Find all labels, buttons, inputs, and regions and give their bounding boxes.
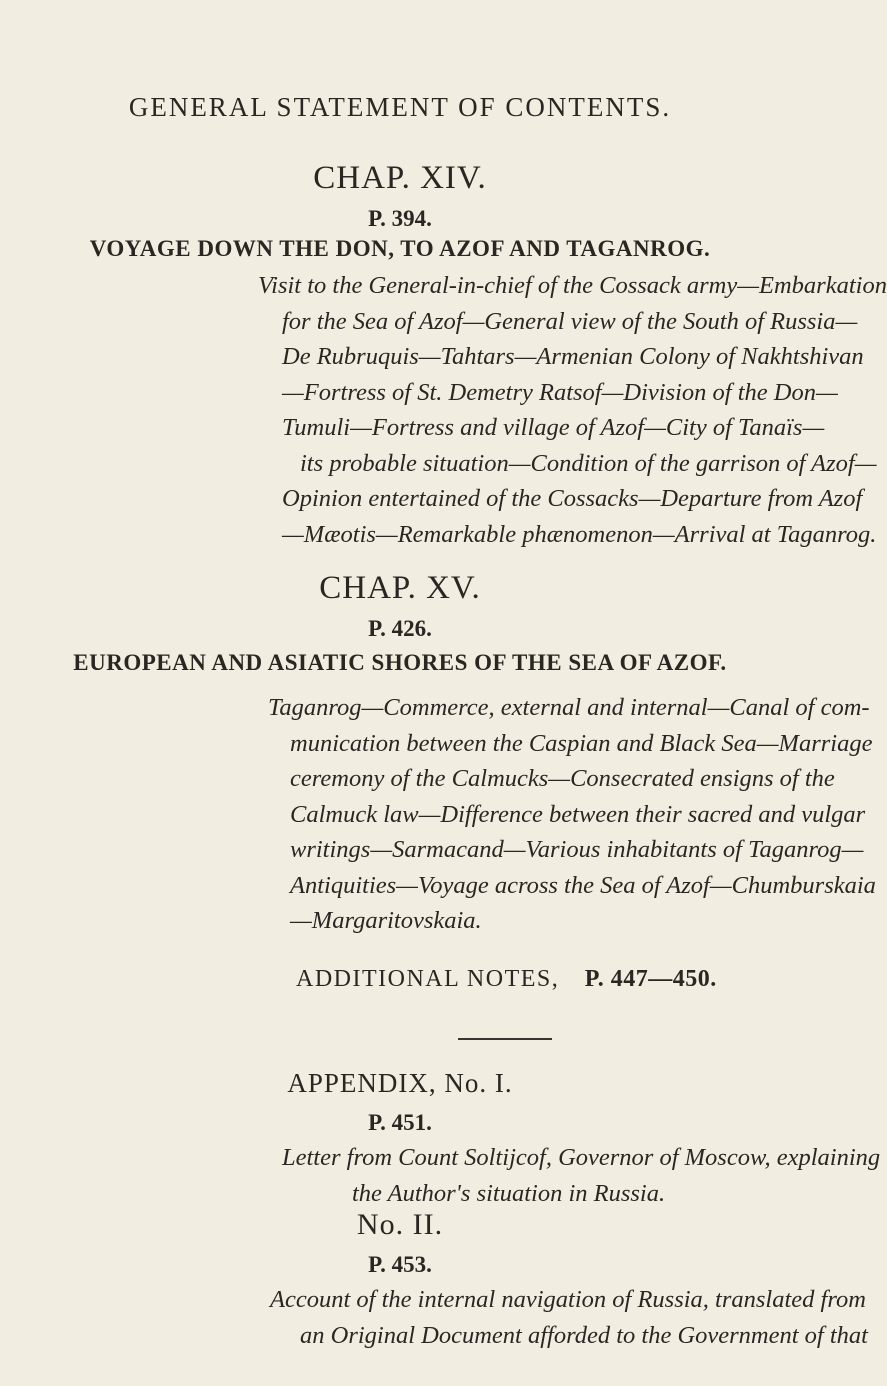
appendix2-heading: No. II.: [356, 1208, 444, 1241]
appendix2-page: P. 453.: [368, 1252, 432, 1277]
appendix1-line: Letter from Count Soltijcof, Governor of Moscow, explaining: [282, 1144, 881, 1171]
additional-notes: [296, 966, 717, 993]
chap15-line: Taganrog—Commerce, external and internal—Canal of com-: [268, 694, 870, 721]
appendix1-line: the Author's situation in Russia.: [352, 1179, 666, 1207]
appendix1-summary: [0, 1140, 881, 1211]
chap15-line: Antiquities—Voyage across the Sea of Azof—Chumburskaia: [290, 871, 876, 899]
chap14-line: De Rubruquis—Tahtars—Armenian Colony of Nakhtshivan: [282, 343, 864, 370]
chap14-summary: [0, 268, 887, 552]
chap15-heading: CHAP. XV.: [319, 570, 481, 606]
appendix1-page: P. 451.: [368, 1110, 432, 1135]
appendix2-line: an Original Document afforded to the Government of that: [300, 1321, 868, 1349]
chap15-line: munication between the Caspian and Black Sea—Marriage: [290, 729, 873, 757]
chap14-line: for the Sea of Azof—General view of the South of Russia—: [282, 307, 858, 335]
running-head: GENERAL STATEMENT OF CONTENTS.: [128, 92, 672, 122]
chap14-line: Tumuli—Fortress and village of Azof—City of Tanaïs—: [282, 414, 825, 441]
chap15-line: writings—Sarmacand—Various inhabitants of Taganrog—: [290, 836, 864, 863]
chap14-line: Visit to the General-in-chief of the Cossack army—Embarkation: [258, 272, 887, 299]
chap14-heading: CHAP. XIV.: [313, 160, 487, 196]
chap15-line: Calmuck law—Difference between their sacred and vulgar: [290, 800, 866, 828]
chap15-line: —Margaritovskaia.: [290, 907, 482, 934]
chap14-line: —Mæotis—Remarkable phænomenon—Arrival at Taganrog.: [282, 520, 877, 548]
additional-notes-label: ADDITIONAL NOTES,: [296, 966, 560, 992]
chap14-title: VOYAGE DOWN THE DON, TO AZOF AND TAGANROG.: [89, 236, 711, 261]
chap15-title: EUROPEAN AND ASIATIC SHORES OF THE SEA OF AZOF.: [73, 650, 727, 675]
appendix2-summary: [0, 1282, 868, 1353]
appendix1-heading: APPENDIX, No. I.: [287, 1068, 513, 1098]
appendix2-line: Account of the internal navigation of Russia, translated from: [270, 1286, 866, 1313]
chap15-line: ceremony of the Calmucks—Consecrated ensigns of the: [290, 765, 835, 792]
chap15-page: P. 426.: [368, 616, 432, 641]
chap15-summary: [0, 690, 876, 939]
chap14-line: its probable situation—Condition of the garrison of Azof—: [300, 449, 877, 477]
divider-rule: [458, 1038, 552, 1040]
chap14-page: P. 394.: [368, 206, 432, 231]
chap14-line: —Fortress of St. Demetry Ratsof—Division of the Don—: [282, 378, 838, 406]
chap14-line: Opinion entertained of the Cossacks—Departure from Azof: [282, 485, 863, 512]
additional-notes-pages: P. 447—450.: [584, 966, 717, 992]
